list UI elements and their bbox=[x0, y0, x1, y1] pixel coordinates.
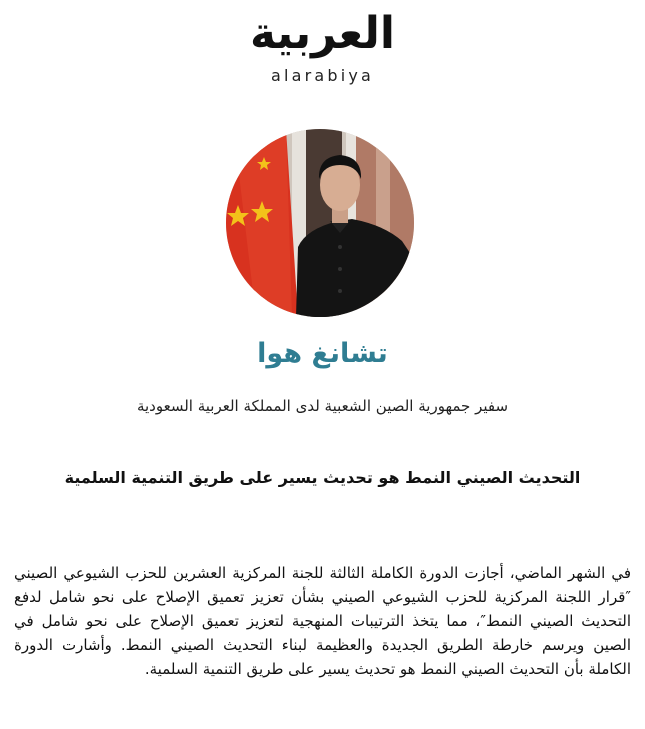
author-portrait bbox=[226, 129, 414, 317]
article-body: في الشهر الماضي، أجازت الدورة الكاملة الثالثة للجنة المركزية العشرين للحزب الشيوعي الصيني ″قرار اللجنة المركزية للحزب الشيوعي الصيني بشأن تعزيز تعميق الإصلاح على نحو شامل لدفع التحديث الصيني النمط″، مما يتخذ الترتيبات المنهجية لتعزيز تعميق الإصلاح على نحو شامل في الصين ويرسم خارطة الطريق الجديدة والعظيمة لبناء التحديث الصيني النمط. وأشارت الدورة الكاملة بأن التحديث الصيني النمط هو تحديث يسير على طريق التنمية السلمية. bbox=[14, 564, 631, 678]
author-photo-icon bbox=[226, 129, 414, 317]
logo-arabic-wordmark: العربية bbox=[250, 8, 395, 59]
author-title: سفير جمهورية الصين الشعبية لدى المملكة العربية السعودية bbox=[136, 397, 509, 415]
article-headline: التحديث الصيني النمط هو تحديث يسير على طريق التنمية السلمية bbox=[64, 468, 581, 487]
author-name[interactable]: تشانغ هوا bbox=[257, 338, 388, 369]
logo-latin-wordmark: alarabiya bbox=[270, 66, 375, 85]
site-logo[interactable] bbox=[0, 8, 645, 86]
